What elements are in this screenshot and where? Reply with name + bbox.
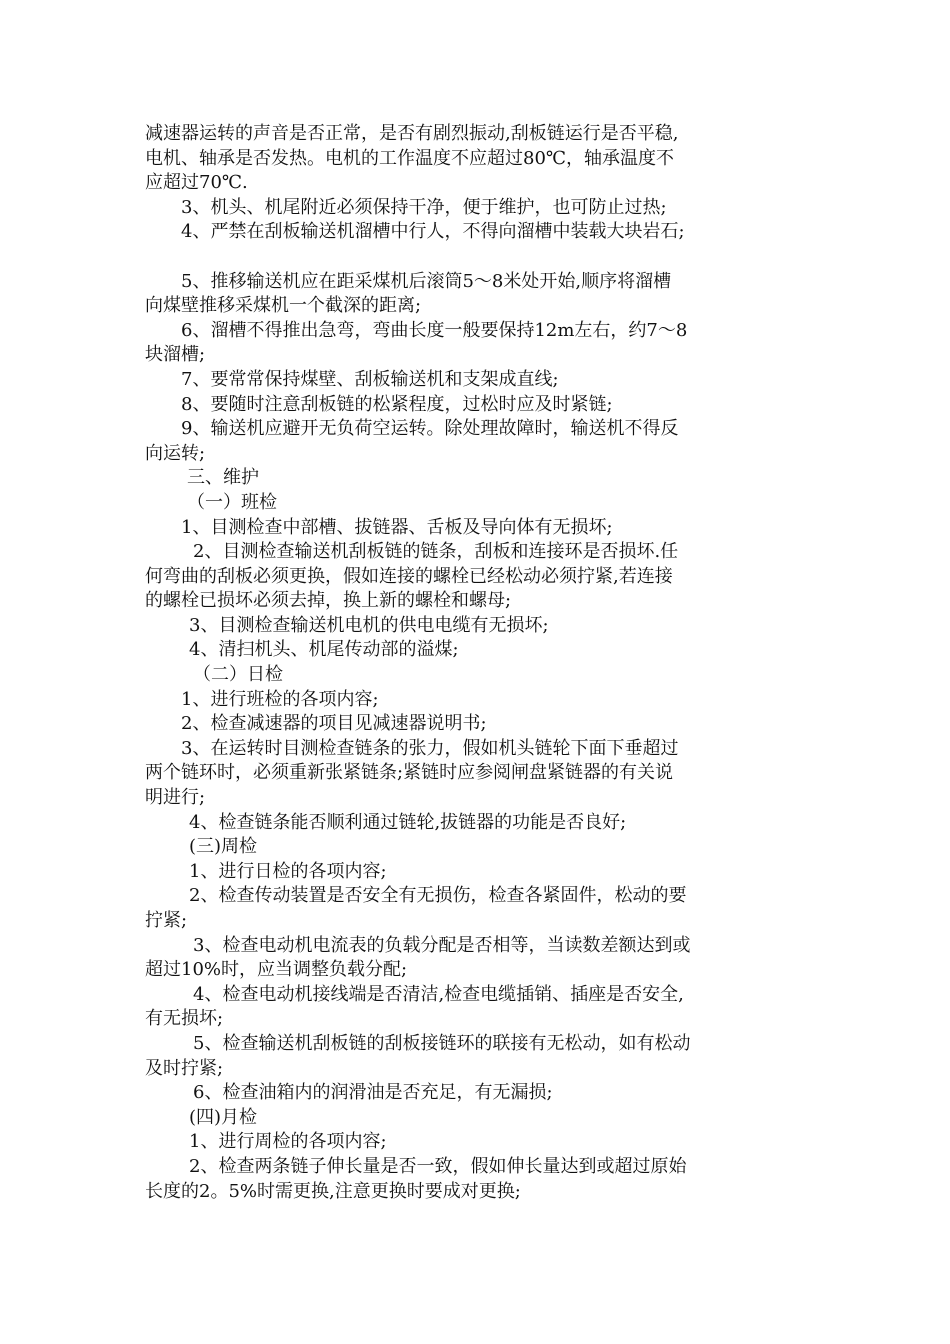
list-item: 4、严禁在刮板输送机溜槽中行人，不得向溜槽中装载大块岩石; — [181, 221, 685, 243]
section-heading: 三、维护 — [187, 467, 259, 489]
subsection-heading: (四)月检 — [189, 1106, 258, 1128]
document-body — [145, 122, 810, 1204]
blank-line — [145, 245, 810, 270]
paragraph-line: 拧紧; — [145, 910, 188, 931]
subsection-heading: (三)周检 — [189, 836, 258, 858]
paragraph-line: 两个链环时，必须重新张紧链条;紧链时应参阅闸盘紧链器的有关说 — [145, 762, 674, 784]
list-item: 8、要随时注意刮板链的松紧程度，过松时应及时紧链; — [181, 393, 613, 415]
list-item: 1、进行周检的各项内容; — [189, 1131, 387, 1153]
list-item: 1、目测检查中部槽、拔链器、舌板及导向体有无损坏; — [181, 516, 613, 538]
list-item: 6、检查油箱内的润滑油是否充足，有无漏损; — [193, 1082, 553, 1104]
list-item: 3、目测检查输送机电机的供电电缆有无损坏; — [189, 614, 549, 636]
list-item: 4、检查链条能否顺利通过链轮,拔链器的功能是否良好; — [189, 811, 627, 833]
paragraph-line: 电机、轴承是否发热。电机的工作温度不应超过80℃，轴承温度不 — [145, 147, 675, 169]
subsection-heading: （二）日检 — [193, 664, 283, 686]
list-item: 5、推移输送机应在距采煤机后滚筒5～8米处开始,顺序将溜槽 — [181, 270, 672, 292]
list-item: 2、目测检查输送机刮板链的链条，刮板和连接环是否损坏.任 — [193, 541, 679, 563]
paragraph-line: 何弯曲的刮板必须更换，假如连接的螺栓已经松动必须拧紧,若连接 — [145, 565, 673, 587]
list-item: 3、在运转时目测检查链条的张力，假如机头链轮下面下垂超过 — [181, 737, 679, 759]
paragraph-line: 向煤壁推移采煤机一个截深的距离; — [145, 295, 422, 317]
subsection-heading: （一）班检 — [187, 491, 277, 513]
paragraph-line: 明进行; — [145, 787, 206, 809]
list-item: 3、检查电动机电流表的负载分配是否相等，当读数差额达到或 — [193, 934, 691, 956]
list-item: 3、机头、机尾附近必须保持干净，便于维护，也可防止过热; — [181, 196, 667, 218]
list-item: 7、要常常保持煤壁、刮板输送机和支架成直线; — [181, 368, 559, 390]
paragraph-line: 的螺栓已损坏必须去掉，换上新的螺栓和螺母; — [145, 590, 512, 612]
list-item: 5、检查输送机刮板链的刮板接链环的联接有无松动，如有松动 — [193, 1032, 691, 1054]
list-item: 9、输送机应避开无负荷空运转。除处理故障时，输送机不得反 — [181, 418, 679, 440]
list-item: 4、检查电动机接线端是否清洁,检查电缆插销、插座是否安全, — [193, 983, 684, 1005]
paragraph-line: 向运转; — [145, 442, 206, 464]
paragraph-line: 块溜槽; — [145, 344, 206, 366]
paragraph-line: 减速器运转的声音是否正常，是否有剧烈振动,刮板链运行是否平稳, — [145, 123, 679, 144]
paragraph-line: 超过10%时，应当调整负载分配; — [145, 959, 408, 981]
list-item: 2、检查两条链子伸长量是否一致，假如伸长量达到或超过原始 — [189, 1155, 687, 1177]
list-item: 1、进行班检的各项内容; — [181, 688, 379, 710]
paragraph-line: 有无损坏; — [145, 1008, 224, 1030]
list-item: 4、清扫机头、机尾传动部的溢煤; — [189, 639, 459, 661]
list-item: 1、进行日检的各项内容; — [189, 860, 387, 882]
list-item: 2、检查传动装置是否安全有无损伤，检查各紧固件，松动的要 — [189, 885, 687, 907]
paragraph-line: 及时拧紧; — [145, 1057, 224, 1079]
list-item: 2、检查减速器的项目见减速器说明书; — [181, 713, 487, 735]
list-item: 6、溜槽不得推出急弯，弯曲长度一般要保持12m左右，约7～8 — [181, 319, 688, 341]
paragraph-line: 应超过70℃. — [145, 172, 248, 194]
paragraph-line: 长度的2。5%时需更换,注意更换时要成对更换; — [145, 1180, 521, 1202]
